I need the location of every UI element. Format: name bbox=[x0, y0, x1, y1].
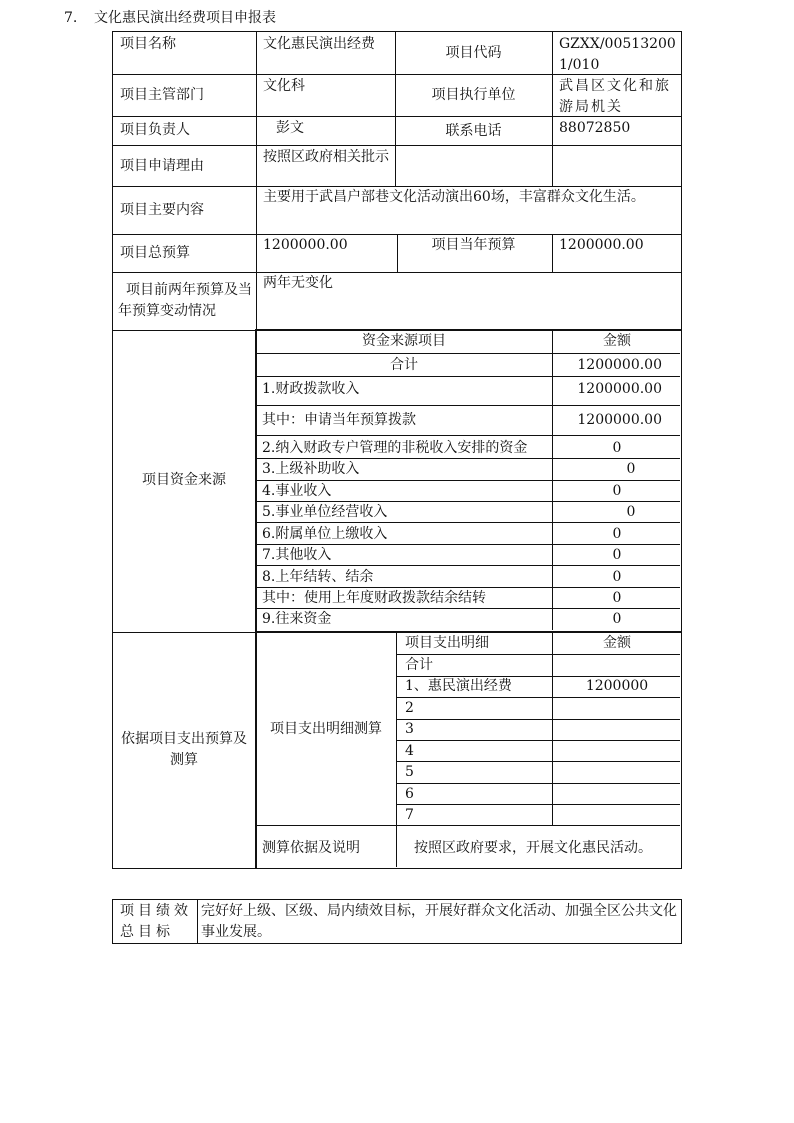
owner-value: 彭文 bbox=[276, 120, 304, 136]
unit-value: 武昌区文化和旅游局机关 bbox=[559, 78, 671, 115]
reason-label: 项目申请理由 bbox=[120, 158, 204, 174]
expense-row-item: 5 bbox=[405, 764, 414, 780]
expense-table bbox=[255, 632, 682, 869]
col-divider bbox=[552, 234, 553, 272]
heading-title: 文化惠民演出经费项目申报表 bbox=[94, 10, 276, 26]
funding-row-amount: 0 bbox=[612, 483, 622, 499]
funding-row-amount: 0 bbox=[612, 526, 622, 542]
funding-row-item: 2.纳入财政专户管理的非税收入安排的资金 bbox=[262, 440, 528, 456]
total-budget-value: 1200000.00 bbox=[263, 237, 348, 253]
expense-col-item: 项目支出明细 bbox=[405, 635, 489, 651]
content-value: 主要用于武昌户部巷文化活动演出60场，丰富群众文化生活。 bbox=[263, 189, 645, 205]
expense-row-item: 2 bbox=[405, 700, 414, 716]
row-divider bbox=[396, 719, 680, 720]
year-budget-label: 项目当年预算 bbox=[431, 237, 516, 253]
owner-label: 项目负责人 bbox=[120, 122, 190, 138]
year-budget-value: 1200000.00 bbox=[559, 237, 644, 253]
performance-value: 完好好上级、区级、局内绩效目标，开展好群众文化活动、加强全区公共文化事业发展。 bbox=[201, 903, 677, 940]
basis-label: 测算依据及说明 bbox=[262, 840, 360, 856]
expense-row-item: 4 bbox=[405, 743, 414, 759]
funding-row-item: 8.上年结转、结余 bbox=[262, 569, 374, 585]
budget-change-label: 项目前两年预算及当年预算变动情况 bbox=[118, 282, 252, 319]
expense-section-label: 依据项目支出预算及测算 bbox=[121, 731, 247, 768]
funding-row-amount: 0 bbox=[612, 547, 622, 563]
funding-row-item: 5.事业单位经营收入 bbox=[262, 504, 388, 520]
expense-row-item: 3 bbox=[405, 721, 414, 737]
row-divider bbox=[256, 825, 680, 826]
funding-section-label: 项目资金来源 bbox=[142, 472, 226, 488]
funding-row-amount: 0 bbox=[612, 590, 622, 606]
row-divider bbox=[396, 783, 680, 784]
dept-value: 文化科 bbox=[263, 78, 305, 94]
basis-value: 按照区政府要求，开展文化惠民活动。 bbox=[414, 840, 652, 856]
funding-row-amount: 1200000.00 bbox=[577, 381, 662, 397]
reason-value: 按照区政府相关批示 bbox=[263, 149, 389, 165]
funding-row-amount: 0 bbox=[626, 461, 636, 477]
funding-row-amount: 1200000.00 bbox=[577, 357, 662, 373]
expense-col-amount: 金额 bbox=[603, 635, 631, 651]
performance-label: 项目绩效总目标 bbox=[120, 903, 192, 940]
funding-row-amount: 0 bbox=[612, 440, 622, 456]
expense-row-item: 6 bbox=[405, 786, 414, 802]
funding-row-item: 其中：申请当年预算拨款 bbox=[262, 412, 416, 428]
funding-row-amount: 0 bbox=[612, 569, 622, 585]
table-heading bbox=[64, 7, 276, 27]
funding-row-item: 7.其他收入 bbox=[262, 547, 332, 563]
funding-row-item: 4.事业收入 bbox=[262, 483, 332, 499]
funding-row-amount: 1200000.00 bbox=[577, 412, 662, 428]
funding-col-amount: 金额 bbox=[603, 333, 631, 349]
col-divider bbox=[552, 633, 553, 825]
funding-row-item: 6.附属单位上缴收入 bbox=[262, 526, 388, 542]
expense-row-item: 合计 bbox=[405, 657, 433, 673]
phone-label: 联系电话 bbox=[445, 123, 502, 139]
row-divider bbox=[256, 405, 680, 406]
col-divider bbox=[197, 900, 198, 943]
project-name-value: 文化惠民演出经费 bbox=[263, 36, 375, 52]
col-divider bbox=[396, 633, 397, 867]
row-divider bbox=[396, 804, 680, 805]
heading-number: 7. bbox=[64, 10, 78, 26]
unit-label: 项目执行单位 bbox=[431, 87, 516, 103]
expense-row-item: 7 bbox=[405, 807, 414, 823]
row-divider bbox=[256, 376, 680, 377]
budget-change-value: 两年无变化 bbox=[263, 275, 333, 291]
expense-row-amount: 1200000 bbox=[585, 678, 649, 694]
row-divider bbox=[396, 761, 680, 762]
total-budget-label: 项目总预算 bbox=[120, 245, 190, 261]
row-divider bbox=[256, 435, 680, 436]
funding-row-item: 其中：使用上年度财政拨款结余结转 bbox=[262, 590, 486, 606]
funding-row-amount: 0 bbox=[612, 611, 622, 627]
funding-row-item: 1.财政拨款收入 bbox=[262, 381, 360, 397]
project-name-label: 项目名称 bbox=[120, 36, 176, 52]
funding-row-amount: 0 bbox=[626, 504, 636, 520]
row-divider bbox=[113, 145, 681, 146]
row-divider bbox=[396, 654, 680, 655]
row-divider bbox=[113, 272, 681, 273]
funding-row-item: 3.上级补助收入 bbox=[262, 461, 360, 477]
expense-detail-label: 项目支出明细测算 bbox=[270, 721, 382, 737]
funding-row-item: 合计 bbox=[390, 357, 418, 373]
row-divider bbox=[256, 353, 680, 354]
row-divider bbox=[396, 740, 680, 741]
phone-value: 88072850 bbox=[559, 120, 631, 136]
funding-col-item: 资金来源项目 bbox=[362, 333, 446, 349]
project-code-label: 项目代码 bbox=[445, 45, 502, 61]
expense-row-item: 1、惠民演出经费 bbox=[405, 678, 512, 694]
row-divider bbox=[396, 697, 680, 698]
project-code-value: GZXX/005132001/010 bbox=[559, 36, 676, 73]
content-label: 项目主要内容 bbox=[120, 202, 204, 218]
col-divider bbox=[552, 32, 553, 186]
funding-row-item: 9.往来资金 bbox=[262, 611, 332, 627]
dept-label: 项目主管部门 bbox=[120, 87, 204, 103]
